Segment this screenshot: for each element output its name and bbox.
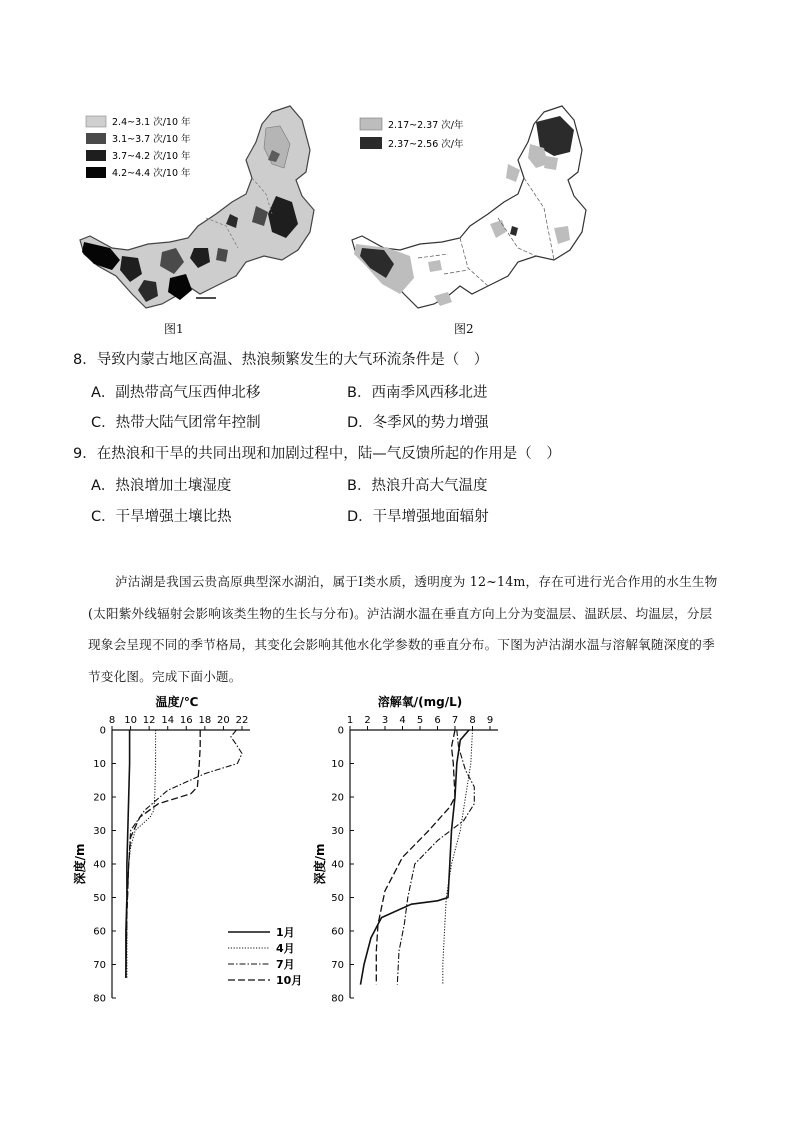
y-tick-label: 40: [331, 859, 344, 871]
y-tick-label: 20: [331, 792, 344, 804]
figure-2-map: [348, 98, 596, 318]
x-tick-label: 18: [198, 715, 212, 726]
x-tick-label: 6: [434, 715, 441, 726]
x-tick-label: 4: [399, 715, 406, 726]
legend-label-4: 4.2~4.4 次/10 年: [112, 168, 191, 179]
series-line-7月: [126, 730, 242, 978]
legend-swatch-3: [86, 150, 106, 161]
y-tick-label: 10: [93, 759, 106, 770]
legend-label: 10月: [276, 974, 303, 987]
figure-1: [76, 98, 324, 338]
series-line-4月: [127, 730, 156, 978]
series-line-7月: [397, 730, 474, 985]
legend-swatch-2: [86, 133, 106, 144]
y-tick-label: 40: [93, 859, 106, 871]
x-tick-label: 14: [161, 715, 175, 726]
figure-1-caption: 图1: [164, 322, 184, 336]
y-tick-label: 60: [93, 926, 106, 938]
figure-2-caption: 图2: [454, 322, 474, 336]
x-tick-label: 12: [142, 715, 156, 726]
y-axis-label: 深度/m: [73, 843, 87, 885]
question-9-option-c: C．干旱增强土壤比热: [91, 509, 232, 525]
question-9-option-a: A．热浪增加土壤湿度: [91, 478, 232, 494]
legend-label: 4月: [276, 942, 295, 955]
x-tick-label: 2: [364, 715, 371, 726]
x-tick-label: 16: [179, 715, 193, 726]
y-tick-label: 70: [331, 960, 344, 971]
y-tick-label: 60: [331, 926, 344, 938]
question-8-option-c: C．热带大陆气团常年控制: [91, 415, 261, 431]
x-tick-label: 22: [235, 715, 249, 726]
series-line-10月: [126, 730, 200, 978]
x-tick-label: 8: [108, 715, 116, 726]
y-tick-label: 0: [99, 725, 106, 737]
chart-title: 温度/℃: [155, 695, 199, 709]
legend-label-1: 2.4~3.1 次/10 年: [112, 117, 191, 128]
chart-title: 溶解氧/(mg/L): [377, 695, 463, 709]
x-tick-label: 5: [416, 715, 424, 726]
y-tick-label: 30: [93, 826, 106, 837]
question-9-stem: 9．在热浪和干旱的共同出现和加剧过程中，陆—气反馈所起的作用是（ ）: [73, 446, 561, 462]
passage: 泸沽湖是我国云贵高原典型深水湖泊，属于Ⅰ类水质，透明度为 12~14m，存在可进行光合作用的水生生物(太阳紫外线辐射会影响该类生物的生长与分布)。泸沽湖水温在垂直方向上分为变温层、温跃层、均温层，分层现象会呈现不同的季节格局，其变化会影响其他水化学参数的垂直分布。下图为泸沽湖水温与溶解氧随深度的季节变化图。完成下面小题。: [88, 574, 718, 684]
x-tick-label: 20: [217, 715, 230, 726]
legend-label-2: 3.1~3.7 次/10 年: [112, 134, 191, 145]
dissolved-oxygen-chart: [312, 692, 512, 1012]
x-tick-label: 1: [346, 715, 354, 726]
x-tick-label: 8: [469, 715, 476, 726]
question-9-option-b: B．热浪升高大气温度: [347, 478, 488, 494]
y-tick-label: 50: [93, 893, 106, 904]
legend-label-3: 3.7~4.2 次/10 年: [112, 151, 191, 162]
legend-swatch-2: [360, 137, 382, 149]
legend-swatch-1: [360, 118, 382, 130]
x-tick-label: 3: [381, 715, 389, 726]
legend-label-1: 2.17~2.37 次/年: [388, 120, 464, 131]
legend-label: 7月: [276, 958, 295, 971]
legend-label: 1月: [276, 926, 295, 939]
y-tick-label: 0: [337, 725, 344, 737]
question-8-option-d: D．冬季风的势力增强: [347, 415, 489, 431]
question-8-option-b: B．西南季风西移北进: [347, 385, 488, 401]
question-8-option-a: A．副热带高气压西伸北移: [91, 385, 261, 401]
legend-swatch-1: [86, 116, 106, 127]
y-tick-label: 30: [331, 826, 344, 837]
y-tick-label: 80: [331, 993, 344, 1005]
series-line-10月: [376, 730, 455, 985]
legend-swatch-4: [86, 167, 106, 178]
question-9-option-d: D．干旱增强地面辐射: [347, 509, 489, 525]
temperature-chart: [70, 692, 320, 1012]
x-tick-label: 7: [451, 715, 459, 726]
y-tick-label: 70: [93, 960, 106, 971]
x-tick-label: 10: [124, 715, 137, 726]
y-tick-label: 20: [93, 792, 106, 804]
legend-label-2: 2.37~2.56 次/年: [388, 139, 464, 150]
figure-2: [348, 98, 596, 338]
figure-1-map: [76, 98, 324, 318]
y-axis-label: 深度/m: [313, 843, 327, 885]
y-tick-label: 10: [331, 759, 344, 770]
question-8-stem: 8．导致内蒙古地区高温、热浪频繁发生的大气环流条件是（ ）: [73, 352, 489, 368]
series-line-4月: [443, 730, 473, 985]
y-tick-label: 80: [93, 993, 106, 1005]
y-tick-label: 50: [331, 893, 344, 904]
x-tick-label: 9: [486, 715, 494, 726]
